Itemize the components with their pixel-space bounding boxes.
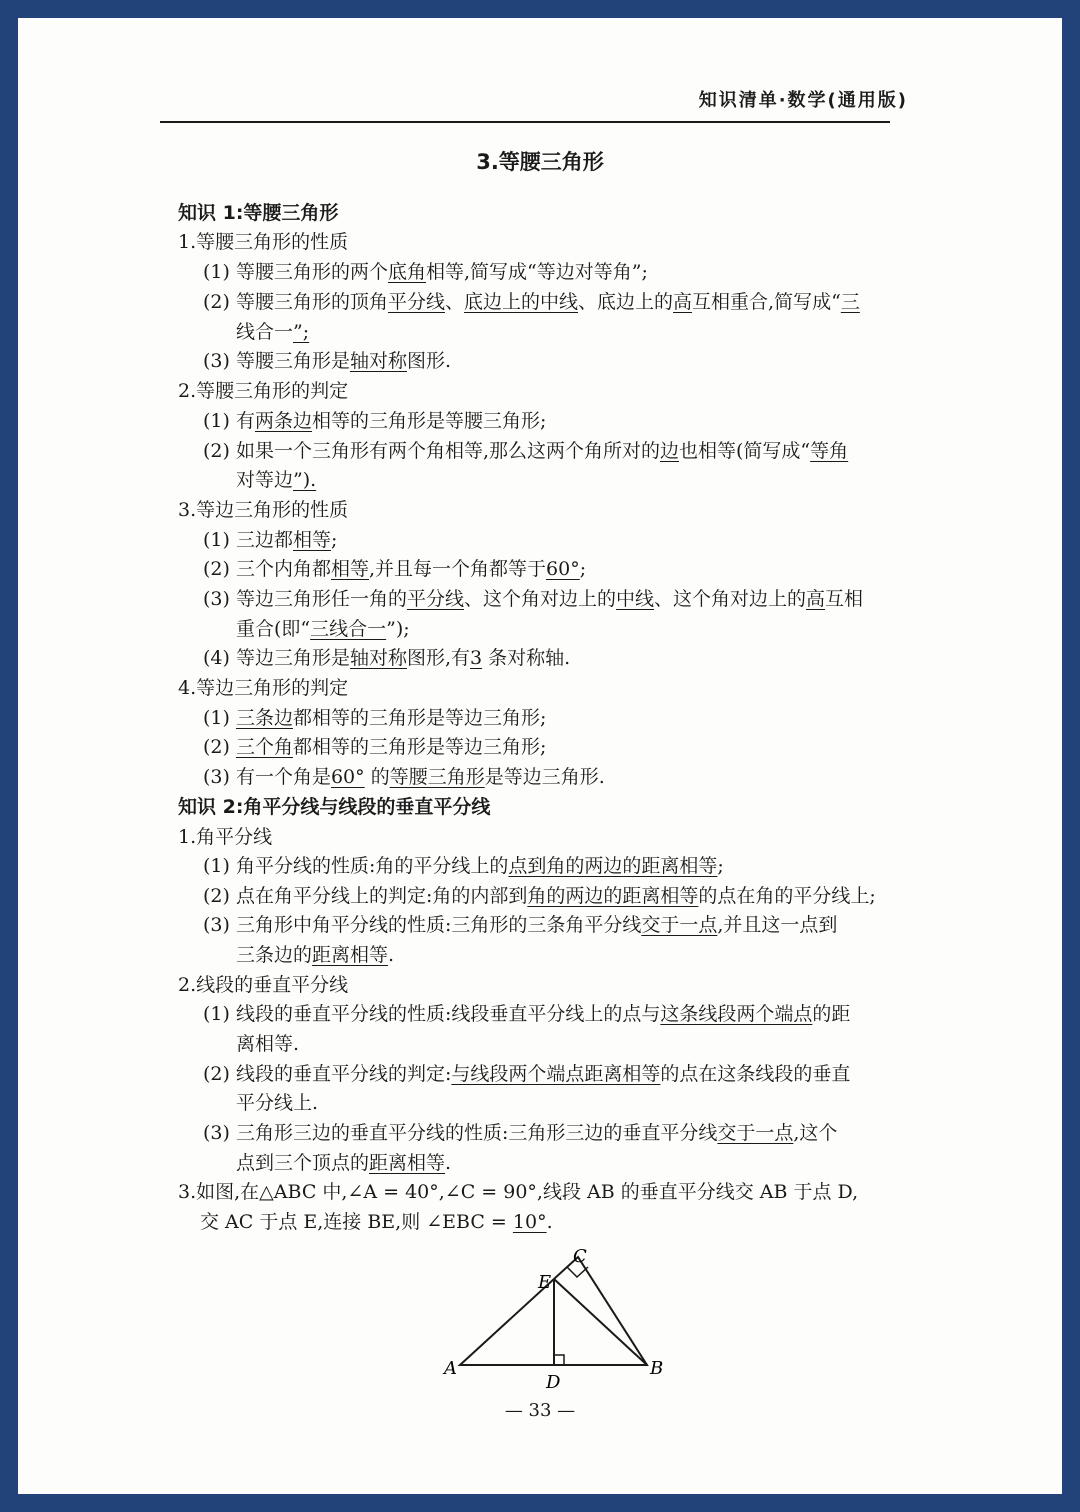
page-number: — 33 — <box>504 1400 576 1421</box>
answer-blank: 相等 <box>292 529 331 551</box>
answer-blank: ”; <box>293 321 310 343</box>
text-segment: 、 <box>444 291 464 313</box>
answer-blank: ”). <box>293 469 317 491</box>
text-segment: ”); <box>386 618 410 640</box>
text-segment: (2) 等腰三角形的顶角 <box>203 291 388 313</box>
text-segment: (3) 等腰三角形是 <box>203 350 350 372</box>
label-b: B <box>650 1358 664 1379</box>
text-segment: 是等边三角形. <box>484 766 605 788</box>
heading-2-1: 1.角平分线 <box>178 826 273 848</box>
text-line <box>236 943 394 967</box>
label-d: D <box>546 1372 561 1392</box>
answer-blank: 轴对称 <box>349 647 407 669</box>
answer-blank: 三线合一 <box>310 618 387 640</box>
answer-blank: 等腰三角形 <box>389 766 485 788</box>
text-segment: 也相等(简写成“ <box>679 440 811 462</box>
answer-blank: 两条边 <box>254 410 312 432</box>
text-line: 平分线上. <box>236 1092 319 1114</box>
text-segment: (3) 等边三角形任一角的 <box>203 588 407 610</box>
text-line <box>203 439 848 463</box>
text-segment: 相等的三角形是等腰三角形; <box>311 410 547 432</box>
exercise-line <box>200 1210 553 1234</box>
answer-blank: 平分线 <box>406 588 464 610</box>
answer-blank: 平分线 <box>387 291 445 313</box>
heading-1-4: 4.等边三角形的判定 <box>178 677 349 699</box>
answer-blank: 轴对称 <box>349 350 407 372</box>
text-line <box>203 587 863 611</box>
text-segment: ; <box>717 855 724 877</box>
answer-blank: 这条线段两个端点 <box>660 1003 813 1025</box>
text-segment: (1) 有 <box>203 410 255 432</box>
text-segment: (2) 线段的垂直平分线的判定: <box>203 1063 452 1085</box>
text-line <box>203 765 605 789</box>
text-segment: (3) 有一个角是 <box>203 766 331 788</box>
text-segment: . <box>546 1211 553 1233</box>
text-segment: (2) 如果一个三角形有两个角相等,那么这两个角所对的 <box>203 440 660 462</box>
text-segment: 对等边 <box>236 469 294 491</box>
text-segment: 的点在角的平分线上; <box>698 885 876 907</box>
text-segment: ,并且这一点到 <box>717 914 838 936</box>
text-line <box>203 706 546 730</box>
text-segment: 三条边的 <box>236 944 313 966</box>
answer-blank: 角的两边的距离相等 <box>527 885 699 907</box>
triangle-figure <box>430 1242 680 1392</box>
text-segment: . <box>445 1152 452 1174</box>
text-segment: 、这个角对边上的 <box>463 588 616 610</box>
text-segment: (1) 三边都 <box>203 529 293 551</box>
text-line <box>203 913 837 937</box>
answer-blank: 10° <box>512 1211 547 1233</box>
answer-blank: 三 <box>840 291 860 313</box>
answer-blank: 高 <box>673 291 693 313</box>
text-segment: (1) <box>203 707 236 729</box>
text-segment: (1) 线段的垂直平分线的性质:线段垂直平分线上的点与 <box>203 1003 661 1025</box>
text-line <box>203 290 860 314</box>
text-line <box>203 735 546 759</box>
text-segment: (2) <box>203 736 236 758</box>
answer-blank: 相等 <box>330 558 369 580</box>
knowledge1-heading: 知识 1:等腰三角形 <box>178 202 339 224</box>
answer-blank: 等角 <box>810 440 849 462</box>
answer-blank: 距离相等 <box>312 944 389 966</box>
running-header: 知识清单·数学(通用版) <box>698 90 908 111</box>
text-segment: . <box>388 944 395 966</box>
text-segment: 都相等的三角形是等边三角形; <box>292 736 547 758</box>
text-segment: ; <box>330 529 338 551</box>
text-line: 离相等. <box>236 1033 300 1055</box>
text-segment: 线合一 <box>236 321 294 343</box>
heading-1-2: 2.等腰三角形的判定 <box>178 380 349 402</box>
right-angle-mark-d <box>554 1355 564 1365</box>
text-segment: ,这个 <box>793 1122 838 1144</box>
answer-blank: 与线段两个端点距离相等 <box>451 1063 661 1085</box>
answer-blank: 三个角 <box>235 736 293 758</box>
text-segment: 交 AC 于点 E,连接 BE,则 ∠EBC = <box>200 1211 513 1233</box>
knowledge2-heading: 知识 2:角平分线与线段的垂直平分线 <box>178 796 491 818</box>
text-segment: ; <box>579 558 587 580</box>
text-segment: 相等,简写成“等边对等角”; <box>425 261 648 283</box>
text-segment: 点到三个顶点的 <box>236 1152 370 1174</box>
answer-blank: 底角 <box>387 261 426 283</box>
text-line <box>203 260 648 284</box>
text-segment: (2) 点在角平分线上的判定:角的内部到 <box>203 885 528 907</box>
text-segment: (3) 三角形中角平分线的性质:三角形的三条角平分线 <box>203 914 642 936</box>
text-segment: 图形. <box>406 350 452 372</box>
text-line <box>203 1062 850 1086</box>
text-segment: 都相等的三角形是等边三角形; <box>292 707 547 729</box>
text-segment: (3) 三角形三边的垂直平分线的性质:三角形三边的垂直平分线 <box>203 1122 718 1144</box>
answer-blank: 60° <box>546 558 580 580</box>
text-segment: 的 <box>364 766 390 788</box>
answer-blank: 距离相等 <box>369 1152 446 1174</box>
text-segment: (1) 角平分线的性质:角的平分线上的 <box>203 855 509 877</box>
section-title: 3.等腰三角形 <box>476 150 604 174</box>
text-segment: ,并且每一个角都等于 <box>368 558 547 580</box>
text-segment: 条对称轴. <box>482 647 571 669</box>
text-line <box>203 854 724 878</box>
text-segment: 的距 <box>812 1003 851 1025</box>
answer-blank: 交于一点 <box>641 914 718 936</box>
label-a: A <box>444 1358 457 1379</box>
exercise-line: 3.如图,在△ABC 中,∠A = 40°,∠C = 90°,线段 AB 的垂直平分线交 AB 于点 D, <box>178 1181 859 1203</box>
text-segment: (2) 三个内角都 <box>203 558 331 580</box>
text-line <box>203 1121 837 1145</box>
text-line <box>203 884 876 908</box>
header-rule <box>160 121 890 123</box>
text-line <box>203 646 570 670</box>
text-segment: 、底边上的 <box>578 291 674 313</box>
heading-1-1: 1.等腰三角形的性质 <box>178 231 349 253</box>
heading-1-3: 3.等边三角形的性质 <box>178 499 349 521</box>
answer-blank: 点到角的两边的距离相等 <box>508 855 718 877</box>
heading-2-2: 2.线段的垂直平分线 <box>178 974 349 996</box>
answer-blank: 高 <box>806 588 826 610</box>
text-segment: 互相重合,简写成“ <box>692 291 841 313</box>
text-line <box>203 528 337 552</box>
text-segment: (1) 等腰三角形的两个 <box>203 261 388 283</box>
text-segment: 、这个角对边上的 <box>654 588 807 610</box>
answer-blank: 中线 <box>616 588 655 610</box>
text-segment: 重合(即“ <box>236 618 311 640</box>
text-line <box>236 468 316 492</box>
text-segment: 的点在这条线段的垂直 <box>660 1063 851 1085</box>
answer-blank: 交于一点 <box>717 1122 794 1144</box>
text-line <box>203 409 546 433</box>
answer-blank: 60° <box>330 766 365 788</box>
answer-blank: 三条边 <box>235 707 293 729</box>
text-line <box>203 349 451 373</box>
label-e: E <box>538 1272 552 1293</box>
label-c: C <box>573 1246 587 1267</box>
text-segment: 互相 <box>825 588 864 610</box>
text-segment: (4) 等边三角形是 <box>203 647 350 669</box>
text-line <box>236 1151 451 1175</box>
text-line <box>236 617 410 641</box>
answer-blank: 底边上的中线 <box>464 291 579 313</box>
text-line <box>236 320 309 344</box>
text-segment: 图形,有 <box>406 647 471 669</box>
answer-blank: 3 <box>470 647 483 669</box>
answer-blank: 边 <box>660 440 680 462</box>
text-line <box>203 557 586 581</box>
text-line <box>203 1002 850 1026</box>
